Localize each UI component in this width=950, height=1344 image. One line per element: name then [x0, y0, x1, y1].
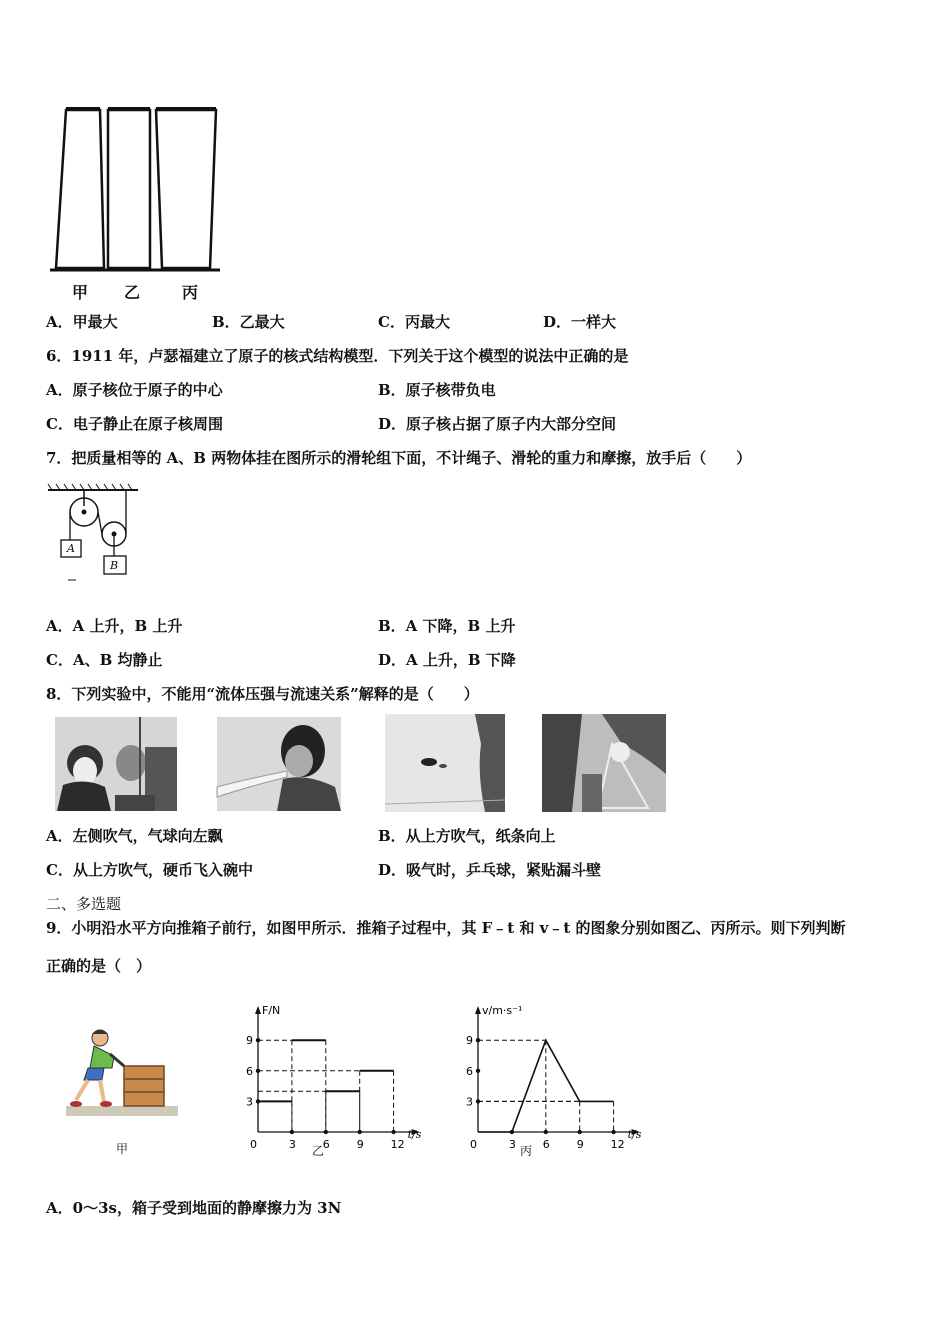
- q9-stem-line2: 正确的是（ ）: [46, 957, 152, 975]
- v-chart-x-tick-12: 12: [610, 1138, 625, 1151]
- q8-option-d[interactable]: D．吸气时，乒乓球，紧贴漏斗壁: [378, 861, 602, 879]
- f-chart-y-arrow: [255, 1006, 261, 1014]
- q6-option-d[interactable]: D．原子核占据了原子内大部分空间: [378, 415, 617, 433]
- v-chart-x-tick-6: 6: [542, 1138, 550, 1151]
- container-label-yi: 乙: [124, 283, 141, 302]
- v-chart-x-tick-dot-9: [578, 1130, 582, 1134]
- v-chart-x-tick-3: 3: [508, 1138, 516, 1151]
- q5-option-b[interactable]: B．乙最大: [212, 313, 285, 331]
- q6-stem: 6．1911 年，卢瑟福建立了原子的核式结构模型．下列关于这个模型的说法中正确的是: [46, 347, 629, 365]
- v-chart-x-tick-0: 0: [470, 1138, 477, 1151]
- v-chart-y-tick-3: 3: [466, 1095, 473, 1109]
- person-pushing-box-figure: [64, 1024, 180, 1120]
- pulley-label-a: A: [67, 542, 75, 555]
- f-chart-y-tick-3: 3: [246, 1095, 253, 1109]
- v-chart-y-tick-6: 6: [466, 1064, 473, 1078]
- f-chart-x-label: t/s: [407, 1128, 422, 1141]
- pulley-label-b: B: [110, 559, 119, 572]
- q6-option-c[interactable]: C．电子静止在原子核周围: [46, 415, 223, 433]
- velocity-time-chart: [448, 1000, 658, 1150]
- q8-option-a[interactable]: A．左侧吹气，气球向左飘: [46, 827, 223, 845]
- v-chart-y-arrow: [475, 1006, 481, 1014]
- q9-option-a[interactable]: A．0～3s，箱子受到地面的静摩擦力为 3N: [46, 1199, 342, 1217]
- photo-coin-bowl-experiment: [385, 714, 505, 812]
- f-chart-x-tick-9: 9: [356, 1138, 364, 1151]
- f-chart-y-tick-9: 9: [246, 1034, 253, 1048]
- photo-paper-strip-experiment: [217, 717, 341, 811]
- v-chart-x-tick-dot-12: [611, 1130, 615, 1134]
- f-chart-x-tick-0: 0: [250, 1138, 257, 1151]
- q7-option-d[interactable]: D．A 上升，B 下降: [378, 651, 516, 669]
- f-chart-x-tick-12: 12: [390, 1138, 405, 1151]
- q7-option-b[interactable]: B．A 下降，B 上升: [378, 617, 516, 635]
- v-chart-y-tick-9: 9: [466, 1034, 473, 1048]
- force-time-chart: [228, 1000, 438, 1150]
- q8-stem: 8．下列实验中，不能用“流体压强与流速关系”解释的是（ ）: [46, 685, 479, 703]
- f-chart-y-tick-6: 6: [246, 1064, 253, 1078]
- v-chart-x-label: t/s: [627, 1128, 642, 1141]
- photo-balloon-experiment: [55, 717, 177, 811]
- q7-option-a[interactable]: A．A 上升，B 上升: [46, 617, 183, 635]
- v-chart-y-tick-dot-6: [476, 1069, 480, 1073]
- q7-stem: 7．把质量相等的 A、B 两物体挂在图所示的滑轮组下面，不计绳子、滑轮的重力和摩擦，放手后（ ）: [46, 449, 752, 467]
- photo-funnel-ball-experiment: [542, 714, 666, 812]
- container-label-bing: 丙: [182, 283, 199, 302]
- v-chart-y-label: v/m·s⁻¹: [482, 1004, 523, 1017]
- v-chart-line: [478, 1040, 614, 1132]
- fig-caption-jia: 甲: [116, 1142, 129, 1156]
- q6-option-b[interactable]: B．原子核带负电: [378, 381, 496, 399]
- q5-option-a[interactable]: A．甲最大: [46, 313, 118, 331]
- fig-caption-yi: 乙: [312, 1144, 325, 1158]
- q5-option-d[interactable]: D．一样大: [543, 313, 617, 331]
- q8-option-b[interactable]: B．从上方吹气，纸条向上: [378, 827, 556, 845]
- v-chart-x-tick-9: 9: [576, 1138, 584, 1151]
- q7-option-c[interactable]: C．A、B 均静止: [46, 651, 163, 669]
- pulley-figure: [46, 484, 146, 584]
- fig-caption-bing: 丙: [520, 1144, 533, 1158]
- containers-figure: [48, 104, 228, 276]
- q6-option-a[interactable]: A．原子核位于原子的中心: [46, 381, 223, 399]
- container-label-jia: 甲: [72, 283, 89, 302]
- f-chart-x-tick-3: 3: [288, 1138, 296, 1151]
- f-chart-x-tick-6: 6: [322, 1138, 330, 1151]
- q8-option-c[interactable]: C．从上方吹气，硬币飞入碗中: [46, 861, 253, 879]
- q9-stem-line1: 9．小明沿水平方向推箱子前行，如图甲所示．推箱子过程中，其 F﹣t 和 v﹣t 的图象分别如图乙、丙所示。则下列判断: [46, 919, 846, 937]
- q5-option-c[interactable]: C．丙最大: [378, 313, 450, 331]
- f-chart-y-label: F/N: [262, 1004, 281, 1017]
- section-heading-multiple-choice: 二、多选题: [46, 895, 122, 913]
